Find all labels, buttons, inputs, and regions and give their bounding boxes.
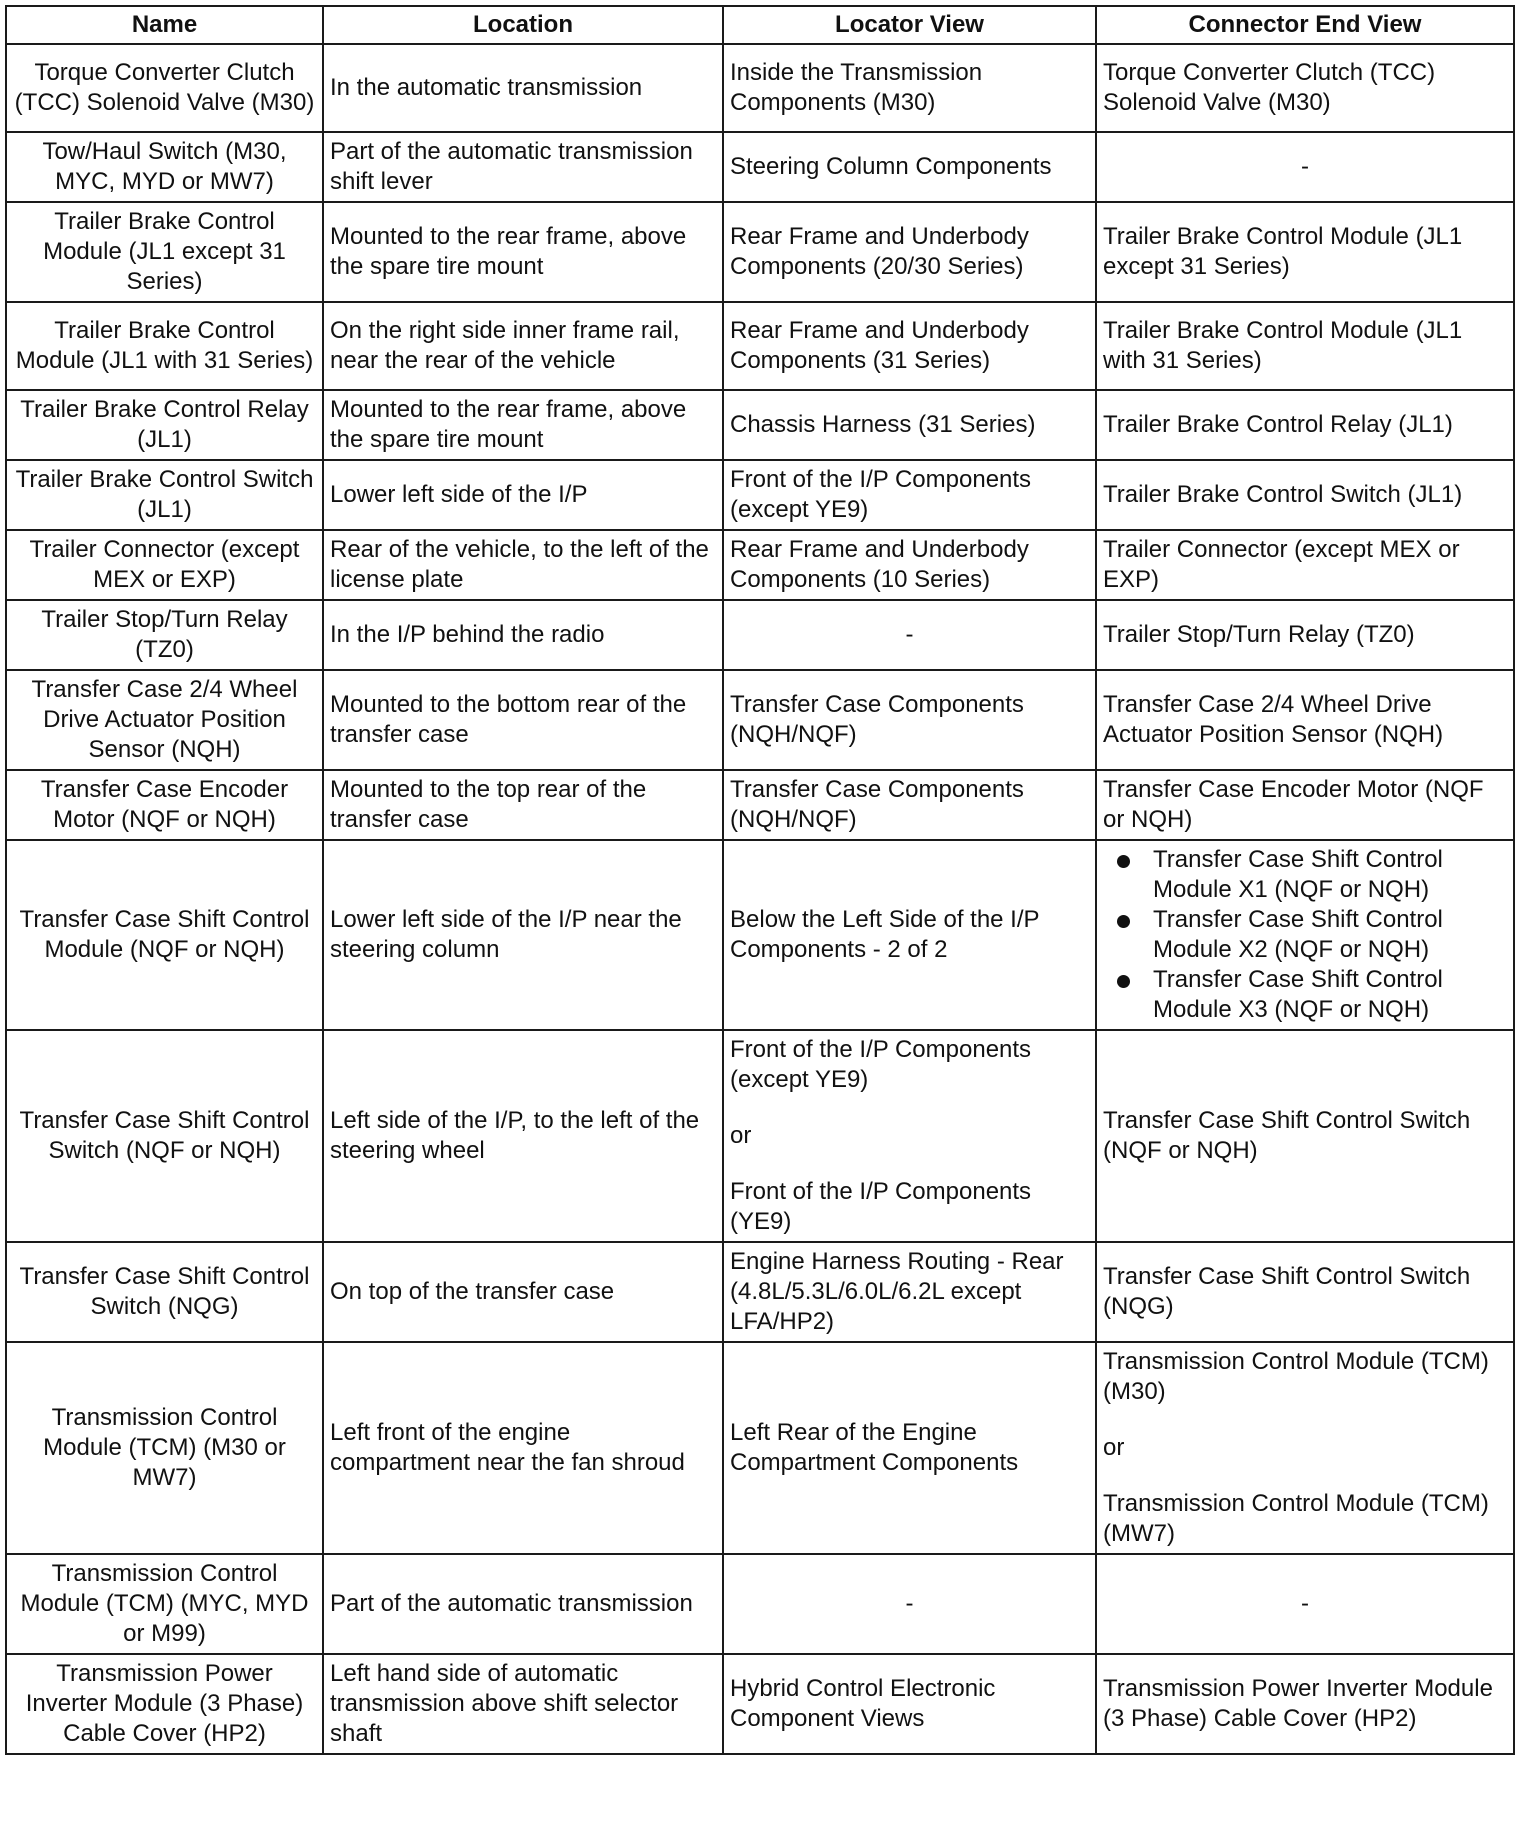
cell-connector-end-view (1096, 1342, 1514, 1554)
cell-name: Transfer Case 2/4 Wheel Drive Actuator Position Sensor (NQH) (6, 670, 323, 770)
cell-locator-view (723, 530, 1096, 600)
cell-text: Transfer Case Encoder Motor (NQF or NQH) (1103, 776, 1484, 833)
cell-connector-end-view (1096, 132, 1514, 202)
cell-connector-end-view (1096, 530, 1514, 600)
table-row (6, 1342, 1514, 1554)
cell-locator-view (723, 44, 1096, 132)
connector-table-sheet (5, 5, 1513, 1755)
cell-name: Trailer Connector (except MEX or EXP) (6, 530, 323, 600)
header-locator-view: Locator View (723, 6, 1096, 44)
table-body (6, 44, 1514, 1754)
cell-name: Transmission Power Inverter Module (3 Phase) Cable Cover (HP2) (6, 1654, 323, 1754)
cell-connector-end-view (1096, 1654, 1514, 1754)
cell-connector-end-view (1096, 1554, 1514, 1654)
table-row (6, 600, 1514, 670)
cell-name: Tow/Haul Switch (M30, MYC, MYD or MW7) (6, 132, 323, 202)
cell-locator-view (723, 132, 1096, 202)
header-connector-end-view: Connector End View (1096, 6, 1514, 44)
cell-connector-end-view (1096, 44, 1514, 132)
cell-text: Front of the I/P Components (except YE9) (730, 1036, 1032, 1093)
table-row (6, 302, 1514, 390)
cell-text: Steering Column Components (730, 153, 1052, 180)
cell-name: Transmission Control Module (TCM) (MYC, MYD or M99) (6, 1554, 323, 1654)
cell-location: Lower left side of the I/P near the steering column (323, 840, 723, 1030)
cell-location: Left hand side of automatic transmission above shift selector shaft (323, 1654, 723, 1754)
cell-text: Engine Harness Routing - Rear (4.8L/5.3L/6.0L/6.2L except LFA/HP2) (730, 1248, 1064, 1335)
cell-connector-end-view (1096, 840, 1514, 1030)
cell-locator-view (723, 202, 1096, 302)
cell-text: Trailer Brake Control Switch (JL1) (1103, 481, 1463, 508)
cell-locator-view (723, 1342, 1096, 1554)
cell-connector-end-view (1096, 302, 1514, 390)
table-row (6, 44, 1514, 132)
cell-text: Below the Left Side of the I/P Components - 2 of 2 (730, 906, 1040, 963)
cell-connector-end-view (1096, 1030, 1514, 1242)
cell-connector-end-view (1096, 770, 1514, 840)
header-location: Location (323, 6, 723, 44)
table-row (6, 770, 1514, 840)
cell-name: Transfer Case Shift Control Switch (NQG) (6, 1242, 323, 1342)
table-row (6, 202, 1514, 302)
cell-text: - (1301, 1590, 1309, 1617)
cell-location: Mounted to the rear frame, above the spare tire mount (323, 202, 723, 302)
cell-locator-view (723, 1654, 1096, 1754)
cell-location: In the automatic transmission (323, 44, 723, 132)
cell-location: On top of the transfer case (323, 1242, 723, 1342)
cell-text: Front of the I/P Components (YE9) (730, 1178, 1032, 1235)
cell-text: Trailer Brake Control Module (JL1 with 31 Series) (1103, 317, 1463, 374)
header-name: Name (6, 6, 323, 44)
cell-location: On the right side inner frame rail, near the rear of the vehicle (323, 302, 723, 390)
cell-text: Transmission Control Module (TCM) (MW7) (1103, 1490, 1489, 1547)
table-row (6, 670, 1514, 770)
cell-location: Mounted to the top rear of the transfer case (323, 770, 723, 840)
cell-connector-end-view (1096, 202, 1514, 302)
cell-location: Mounted to the bottom rear of the transfer case (323, 670, 723, 770)
cell-text: Left Rear of the Engine Compartment Components (730, 1419, 1019, 1476)
cell-connector-end-view (1096, 1242, 1514, 1342)
cell-connector-end-view (1096, 390, 1514, 460)
cell-location: Left side of the I/P, to the left of the steering wheel (323, 1030, 723, 1242)
cell-text: Transfer Case Components (NQH/NQF) (730, 691, 1024, 748)
cell-location: Lower left side of the I/P (323, 460, 723, 530)
table-row (6, 840, 1514, 1030)
cell-text: Torque Converter Clutch (TCC) Solenoid Valve (M30) (1103, 59, 1436, 116)
component-locator-table (5, 5, 1515, 1755)
cell-text: Trailer Brake Control Relay (JL1) (1103, 411, 1453, 438)
cell-name: Trailer Brake Control Module (JL1 with 31 Series) (6, 302, 323, 390)
table-row (6, 390, 1514, 460)
connector-bullet-list (1103, 845, 1507, 1025)
cell-name: Trailer Stop/Turn Relay (TZ0) (6, 600, 323, 670)
cell-locator-view (723, 390, 1096, 460)
cell-text: Transfer Case Shift Control Switch (NQF or NQH) (1103, 1107, 1471, 1164)
table-row (6, 1554, 1514, 1654)
cell-connector-end-view (1096, 670, 1514, 770)
cell-location: Mounted to the rear frame, above the spare tire mount (323, 390, 723, 460)
cell-locator-view (723, 1242, 1096, 1342)
cell-text: Transfer Case Shift Control Switch (NQG) (1103, 1263, 1471, 1320)
cell-text: Rear Frame and Underbody Components (20/30 Series) (730, 223, 1029, 280)
cell-text: Front of the I/P Components (except YE9) (730, 466, 1032, 523)
table-row (6, 1242, 1514, 1342)
cell-name: Trailer Brake Control Module (JL1 except 31 Series) (6, 202, 323, 302)
cell-location: Part of the automatic transmission (323, 1554, 723, 1654)
table-row (6, 460, 1514, 530)
cell-text: or (1103, 1434, 1125, 1461)
cell-locator-view (723, 840, 1096, 1030)
cell-text: Rear Frame and Underbody Components (10 Series) (730, 536, 1029, 593)
cell-locator-view (723, 460, 1096, 530)
cell-locator-view (723, 670, 1096, 770)
cell-locator-view (723, 302, 1096, 390)
cell-locator-view (723, 770, 1096, 840)
cell-text: - (905, 621, 914, 648)
cell-text: - (1301, 153, 1309, 180)
table-header-row (6, 6, 1514, 44)
cell-location: In the I/P behind the radio (323, 600, 723, 670)
table-row (6, 132, 1514, 202)
cell-text: or (730, 1122, 752, 1149)
cell-name: Transmission Control Module (TCM) (M30 or MW7) (6, 1342, 323, 1554)
cell-connector-end-view (1096, 600, 1514, 670)
cell-text: Trailer Brake Control Module (JL1 except 31 Series) (1103, 223, 1463, 280)
table-row (6, 1030, 1514, 1242)
cell-location: Left front of the engine compartment near the fan shroud (323, 1342, 723, 1554)
cell-text: Transmission Power Inverter Module (3 Phase) Cable Cover (HP2) (1103, 1675, 1493, 1732)
bullet-item: Transfer Case Shift Control Module X3 (NQF or NQH) (1103, 965, 1507, 1025)
bullet-item: Transfer Case Shift Control Module X2 (NQF or NQH) (1103, 905, 1507, 965)
cell-location: Part of the automatic transmission shift lever (323, 132, 723, 202)
cell-text: Trailer Stop/Turn Relay (TZ0) (1103, 621, 1415, 648)
cell-name: Transfer Case Shift Control Module (NQF or NQH) (6, 840, 323, 1030)
table-row (6, 1654, 1514, 1754)
cell-name: Transfer Case Shift Control Switch (NQF or NQH) (6, 1030, 323, 1242)
cell-text: Transfer Case Components (NQH/NQF) (730, 776, 1024, 833)
cell-text: - (905, 1590, 914, 1617)
cell-text: Rear Frame and Underbody Components (31 Series) (730, 317, 1029, 374)
cell-name: Trailer Brake Control Switch (JL1) (6, 460, 323, 530)
cell-text: Transfer Case 2/4 Wheel Drive Actuator Position Sensor (NQH) (1103, 691, 1444, 748)
cell-text: Chassis Harness (31 Series) (730, 411, 1036, 438)
table-row (6, 530, 1514, 600)
cell-text: Transmission Control Module (TCM) (M30) (1103, 1348, 1489, 1405)
cell-text: Trailer Connector (except MEX or EXP) (1103, 536, 1460, 593)
cell-name: Trailer Brake Control Relay (JL1) (6, 390, 323, 460)
cell-connector-end-view (1096, 460, 1514, 530)
cell-locator-view (723, 1554, 1096, 1654)
cell-name: Torque Converter Clutch (TCC) Solenoid Valve (M30) (6, 44, 323, 132)
cell-name: Transfer Case Encoder Motor (NQF or NQH) (6, 770, 323, 840)
bullet-item: Transfer Case Shift Control Module X1 (NQF or NQH) (1103, 845, 1507, 905)
cell-text: Hybrid Control Electronic Component Views (730, 1675, 996, 1732)
cell-text: Inside the Transmission Components (M30) (730, 59, 983, 116)
cell-locator-view (723, 1030, 1096, 1242)
cell-location: Rear of the vehicle, to the left of the license plate (323, 530, 723, 600)
cell-locator-view (723, 600, 1096, 670)
